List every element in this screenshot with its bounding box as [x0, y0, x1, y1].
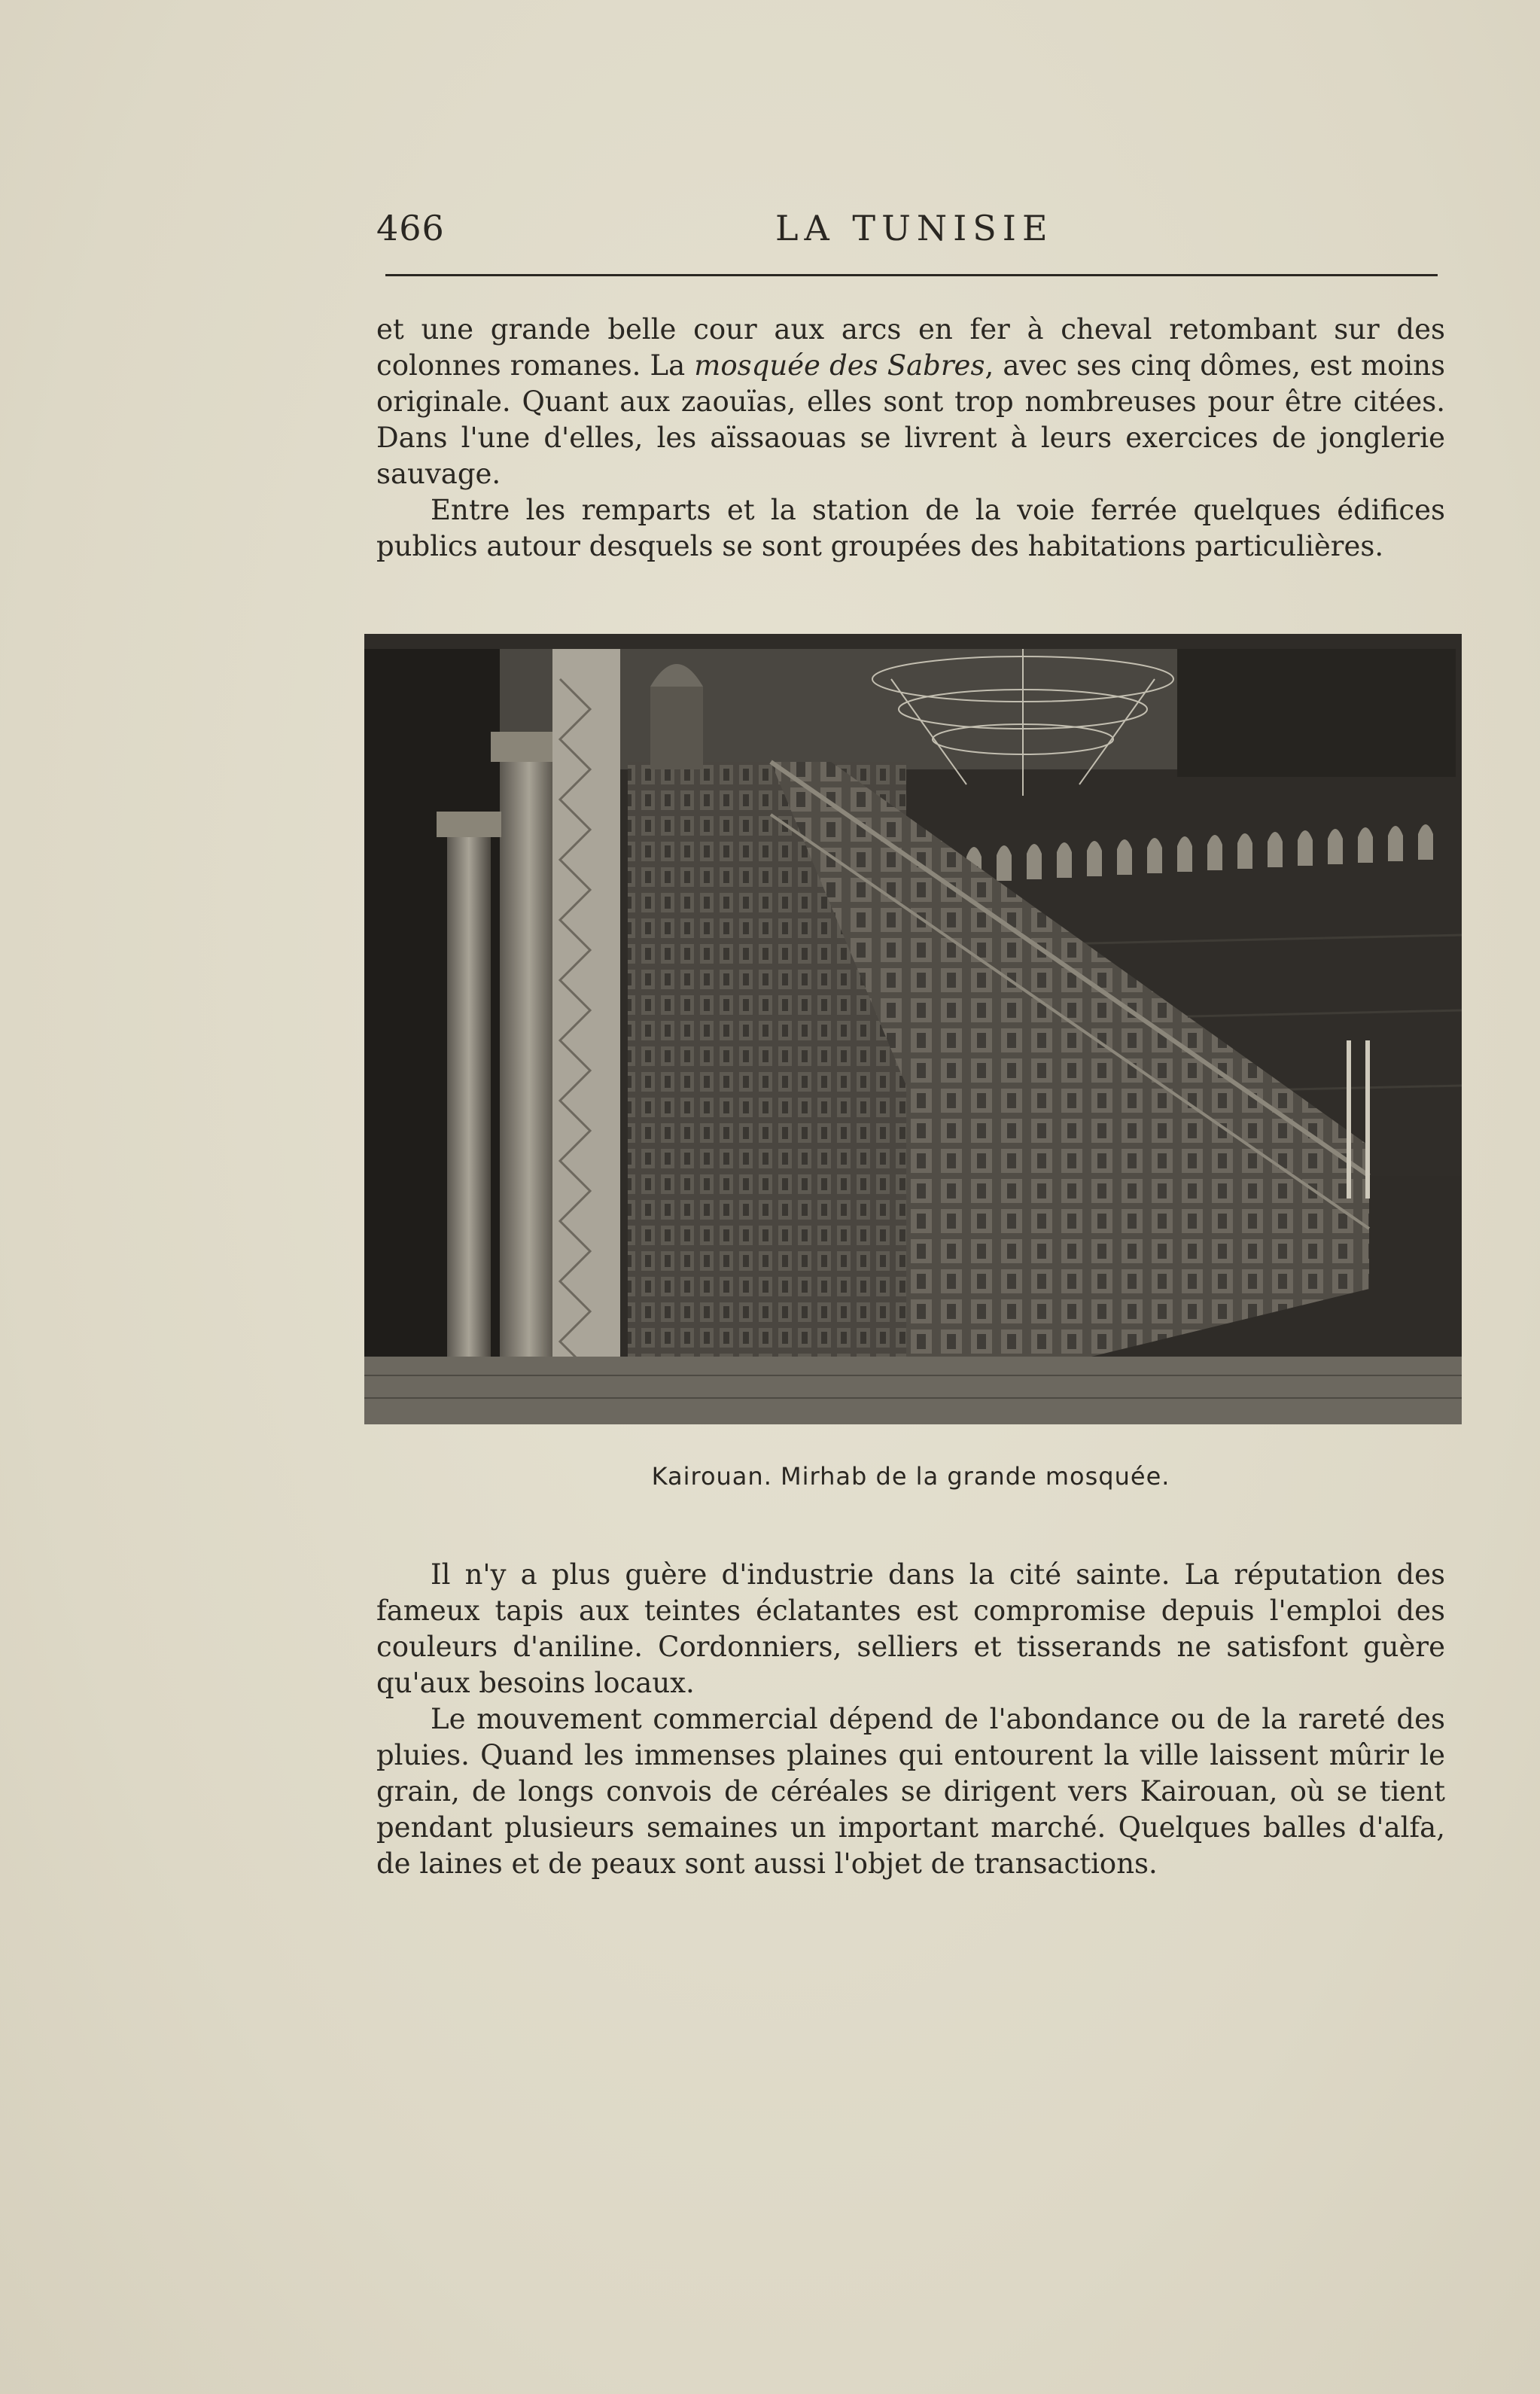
paragraph: et une grande belle cour aux arcs en fer à cheval retombant sur des colonnes romanes. La mosquée des Sabres, avec ses cinq dômes, est moins originale. Quant aux zaouïas, elles sont trop nombreuses pour être citées. Dans l'une d'elles, les aïssaouas se livrent à leurs exercices de jonglerie sauvage.: [376, 313, 1446, 490]
text-block-top: [376, 312, 1445, 565]
header-rule: [385, 274, 1438, 276]
paragraph: Le mouvement commercial dépend de l'abondance ou de la rareté des pluies. Quand les immenses plaines qui entourent la ville laissent mûrir le grain, de longs convois de céréales se dirigent vers Kairouan, où se tient pendant plusieurs semaines un important marché. Quelques balles d'alfa, de laines et de peaux sont aussi l'objet de transactions.: [376, 1703, 1445, 1880]
mosque-photograph: [364, 634, 1462, 1424]
figure-caption: Kairouan. Mirhab de la grande mosquée.: [651, 1462, 1170, 1491]
paragraph: Il n'y a plus guère d'industrie dans la cité sainte. La réputation des fameux tapis aux teintes éclatantes est compromise depuis l'emploi des couleurs d'aniline. Cordonniers, selliers et tisserands ne satisfont guère qu'aux besoins locaux.: [376, 1558, 1445, 1699]
italic-term: mosquée des Sabres: [694, 349, 985, 382]
paragraph: Entre les remparts et la station de la voie ferrée quelques édifices publics autour desquels se sont groupées des habitations particulières.: [376, 494, 1445, 562]
text-block-bottom: [376, 1557, 1445, 1882]
page-number: 466: [376, 208, 445, 248]
running-title: LA TUNISIE: [775, 208, 1054, 248]
running-head: [376, 208, 1438, 253]
